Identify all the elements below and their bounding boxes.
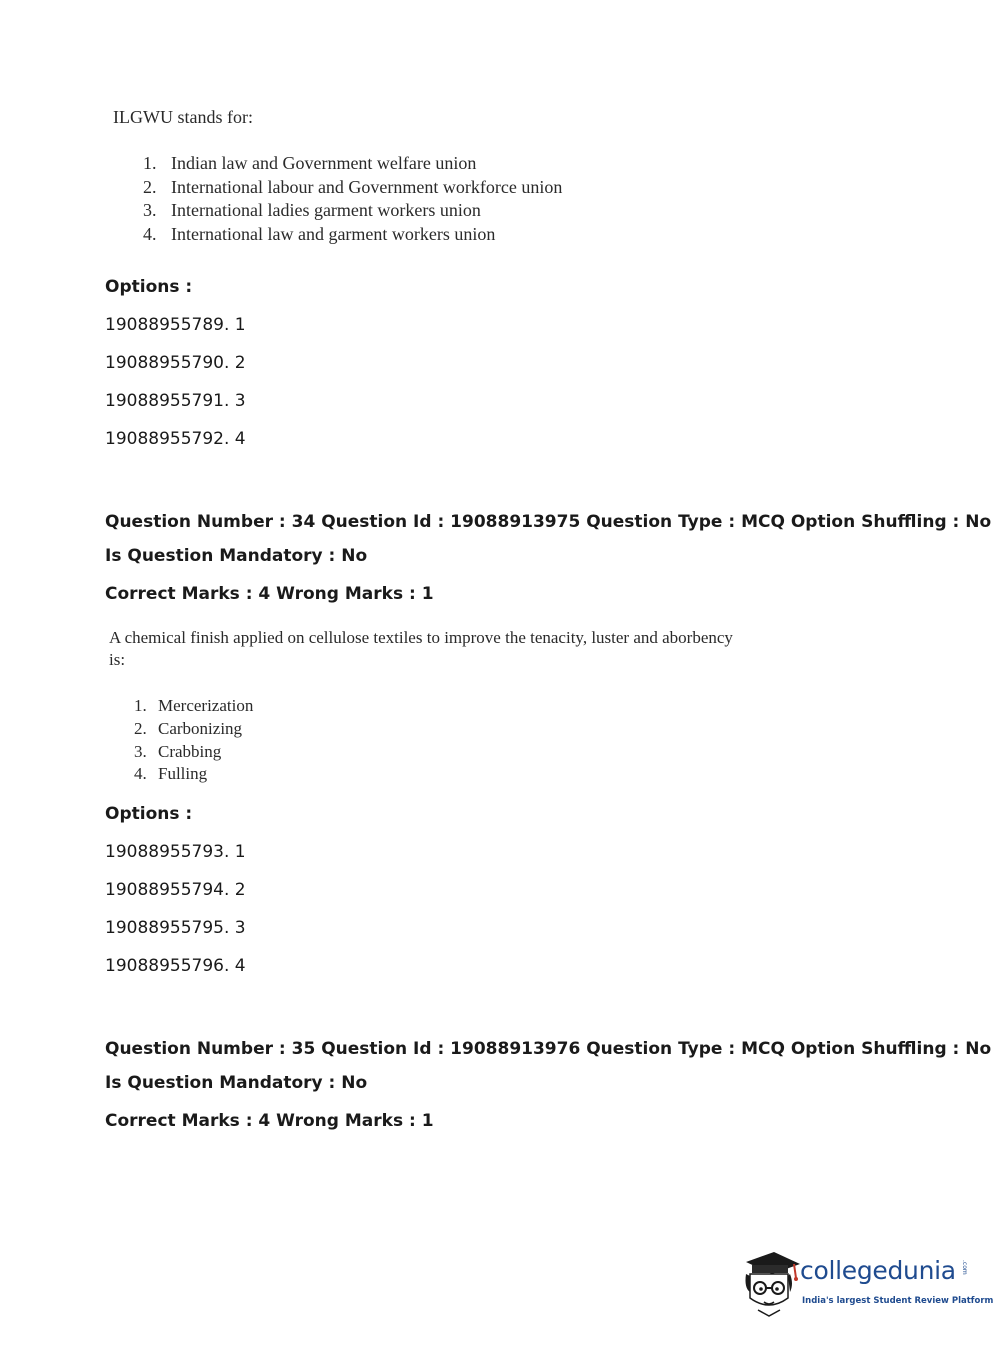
q33-choice: 1. Indian law and Government welfare union (143, 153, 477, 173)
q33-choice: 4. International law and garment workers union (143, 223, 496, 244)
collegedunia-logo[interactable] (740, 1248, 994, 1320)
q33-options-label: Options : (105, 277, 193, 297)
logo-tagline: India's largest Student Review Platform (802, 1296, 994, 1306)
q34-choice: 2. Carbonizing (134, 718, 243, 738)
q35-marks: Correct Marks : 4 Wrong Marks : 1 (105, 1111, 434, 1131)
q34-header: Question Number : 34 Question Id : 19088913975 Question Type : MCQ Option Shuffling : No (105, 512, 992, 532)
q33-option-item: 19088955791. 3 (105, 391, 246, 411)
q34-marks: Correct Marks : 4 Wrong Marks : 1 (105, 584, 434, 604)
q33-choice-list (143, 152, 562, 246)
q33-option-item: 19088955789. 1 (105, 315, 246, 335)
q34-option-item: 19088955793. 1 (105, 842, 246, 862)
q33-option-item: 19088955790. 2 (105, 353, 246, 373)
q34-option-item: 19088955796. 4 (105, 956, 246, 976)
q35-header: Question Number : 35 Question Id : 19088913976 Question Type : MCQ Option Shuffling : No (105, 1039, 992, 1059)
q33-choice: 2. International labour and Government workforce union (143, 176, 563, 197)
q34-choice: 1. Mercerization (134, 696, 254, 715)
q34-choice-list (134, 695, 253, 786)
q34-choice: 3. Crabbing (134, 741, 222, 761)
q33-choice: 3. International ladies garment workers union (143, 200, 481, 220)
q34-option-item: 19088955795. 3 (105, 918, 246, 938)
q34-options-label: Options : (105, 804, 193, 824)
logo-domain-suffix: .com (961, 1260, 968, 1275)
q34-mandatory: Is Question Mandatory : No (105, 546, 368, 566)
q34-stem: A chemical finish applied on cellulose textiles to improve the tenacity, luster and aborbency is: (109, 628, 733, 669)
student-mascot-icon (740, 1248, 802, 1320)
q33-option-item: 19088955792. 4 (105, 429, 246, 449)
q33-stem: ILGWU stands for: (113, 107, 253, 127)
q35-mandatory: Is Question Mandatory : No (105, 1073, 368, 1093)
logo-wordmark: collegedunia (800, 1256, 956, 1285)
q34-choice: 4. Fulling (134, 764, 208, 784)
q34-option-item: 19088955794. 2 (105, 880, 246, 900)
